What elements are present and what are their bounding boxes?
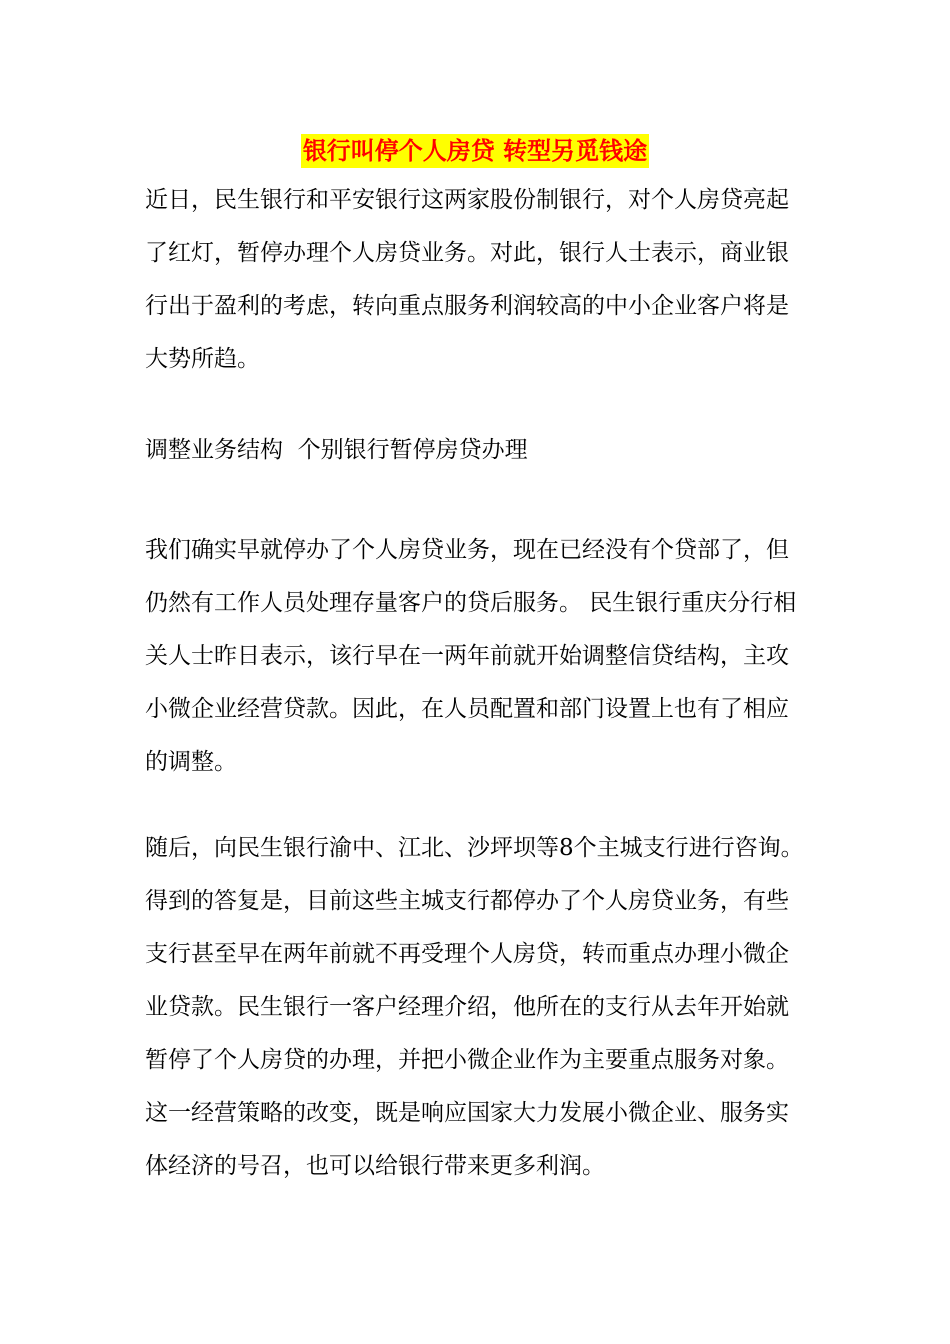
paragraph-intro: 近日，民生银行和平安银行这两家股份制银行，对个人房贷亮起了红灯，暂停办理个人房贷业务。对此，银行人士表示，商业银行出于盈利的考虑，转向重点服务利润较高的中小企业客户将是大势所趋。 xyxy=(145,187,789,372)
paragraph-branch-inquiry: 随后，向民生银行渝中、江北、沙坪坝等8个主城支行进行咨询。得到的答复是，目前这些主城支行都停办了个人房贷业务，有些支行甚至早在两年前就不再受理个人房贷，转而重点办理小微企业贷款。民生银行一客户经理介绍，他所在的支行从去年开始就暂停了个人房贷的办理，并把小微企业作为主要重点服务对象。这一经营策略的改变，既是响应国家大力发展小微企业、服务实体经济的号召，也可以给银行带来更多利润。 xyxy=(145,835,804,1179)
paragraph-minsheng-statement: 我们确实早就停办了个人房贷业务，现在已经没有个贷部了，但仍然有工作人员处理存量客户的贷后服务。 民生银行重庆分行相关人士昨日表示，该行早在一两年前就开始调整信贷结构，主攻小微企业经营贷款。因此，在人员配置和部门设置上也有了相应的调整。 xyxy=(145,537,797,775)
document-title: 银行叫停个人房贷 转型另觅钱途 xyxy=(301,134,649,168)
section-subheading: 调整业务结构 个别银行暂停房贷办理 xyxy=(145,437,528,463)
title-container xyxy=(0,134,950,168)
